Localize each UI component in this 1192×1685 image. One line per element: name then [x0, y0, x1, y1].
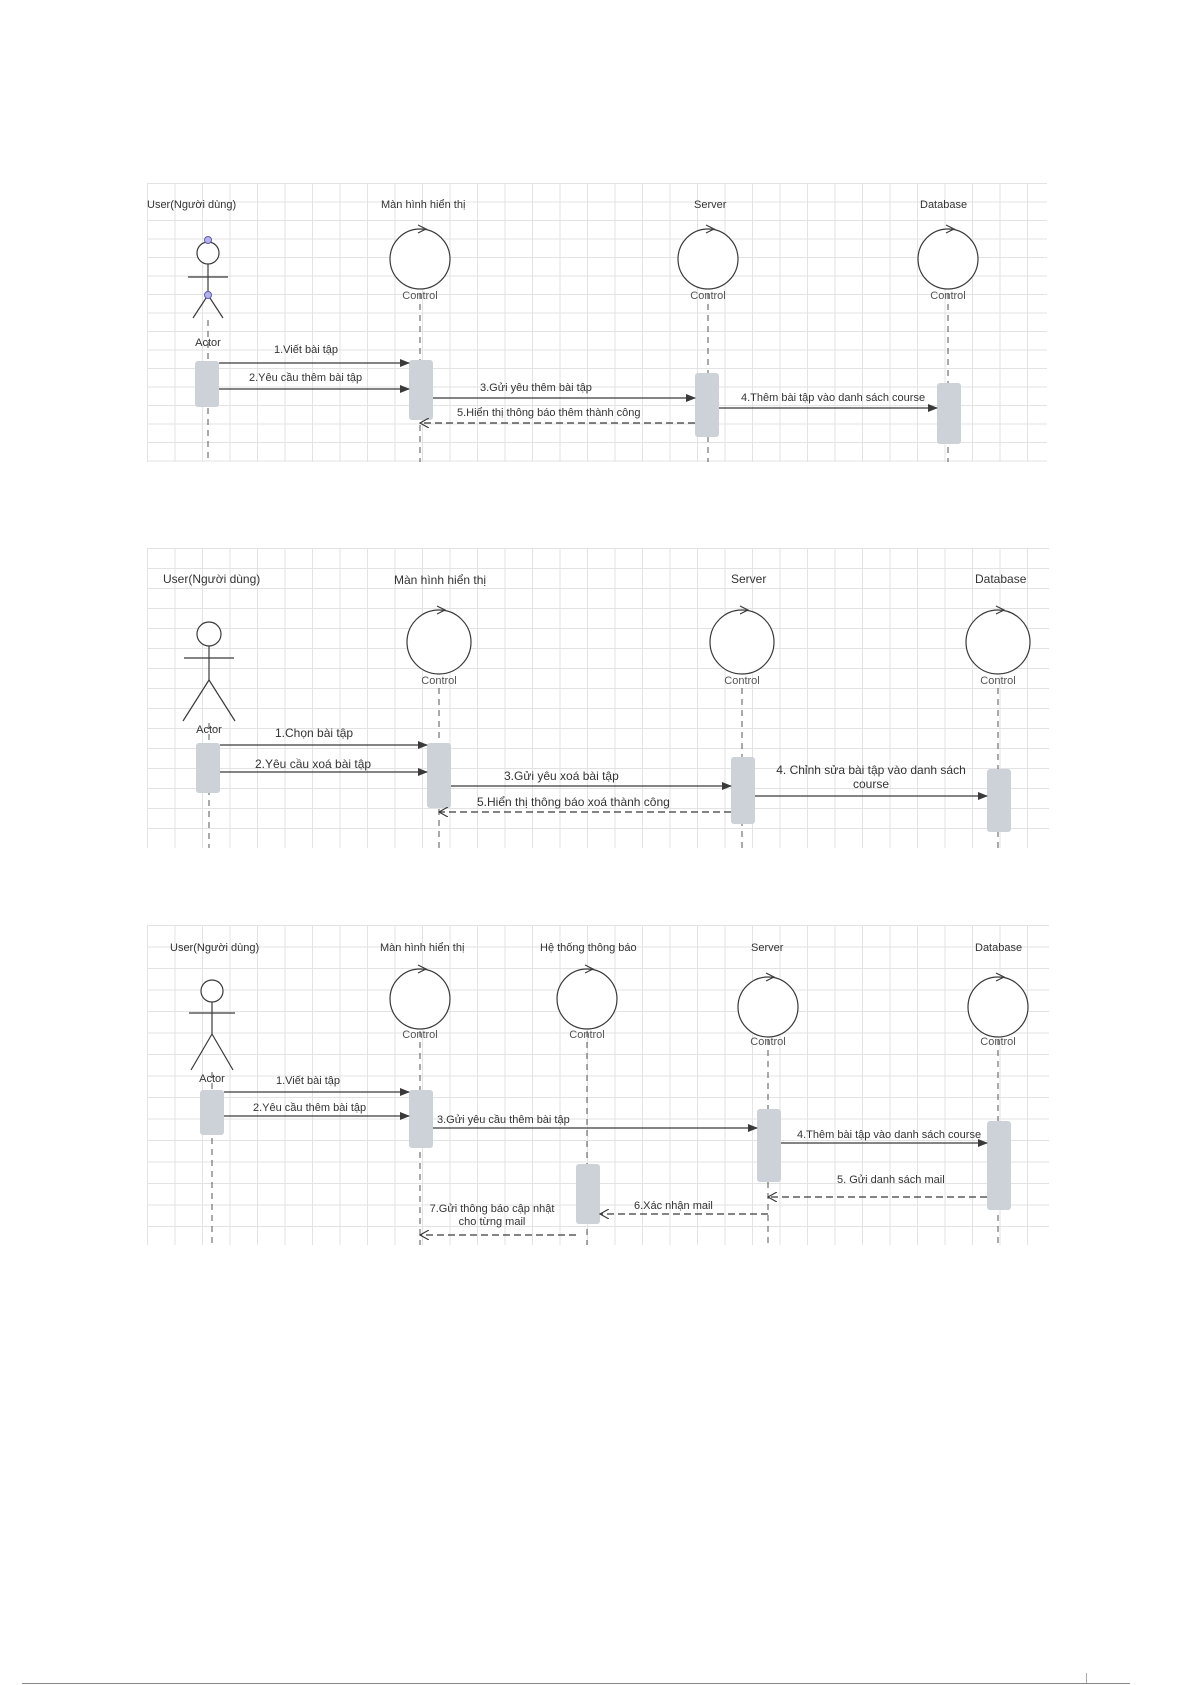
activation-bar — [409, 360, 433, 420]
control-label: Control — [980, 675, 1016, 687]
actor-label: Actor — [195, 337, 221, 349]
activation-bar — [937, 383, 961, 444]
participant-notify: Hệ thống thông báo — [540, 942, 637, 954]
activation-bar — [409, 1090, 433, 1148]
activation-bar — [576, 1164, 600, 1224]
control-icon — [390, 965, 450, 1029]
participant-server: Server — [731, 572, 767, 586]
participant-database: Database — [975, 942, 1023, 954]
message-6-label: 6.Xác nhận mail — [634, 1200, 713, 1212]
participant-screen: Màn hình hiển thị — [394, 573, 487, 587]
diagram-2-canvas — [147, 548, 1049, 848]
message-5-label: 5. Gửi danh sách mail — [837, 1174, 945, 1186]
participant-screen: Màn hình hiển thị — [381, 199, 466, 211]
control-label: Control — [402, 290, 438, 302]
message-1-label: 1.Viết bài tập — [276, 1075, 341, 1087]
activation-bar — [196, 743, 220, 793]
message-2-label: 2.Yêu cầu thêm bài tập — [249, 372, 363, 384]
participant-user: User(Người dùng) — [170, 942, 260, 954]
message-1-label: 1.Chọn bài tập — [275, 726, 354, 740]
page-footer-rule — [22, 1683, 1130, 1684]
control-icon — [918, 225, 978, 289]
message-4-label: 4.Thêm bài tập vào danh sách course — [797, 1129, 982, 1141]
message-4-label: 4. Chỉnh sửa bài tập vào danh sách — [776, 763, 966, 777]
control-icon — [968, 973, 1028, 1037]
message-4-label-cont: course — [852, 777, 890, 791]
message-5-label: 5.Hiển thị thông báo xoá thành công — [477, 795, 670, 809]
actor-figure — [183, 622, 235, 721]
control-label: Control — [724, 675, 760, 687]
actor-label: Actor — [199, 1073, 225, 1085]
sequence-diagram-add-exercise — [147, 183, 1047, 462]
message-2-label: 2.Yêu cầu thêm bài tập — [253, 1102, 367, 1114]
control-icon — [557, 965, 617, 1029]
control-label: Control — [690, 290, 726, 302]
activation-bar — [987, 769, 1011, 832]
diagram-1-canvas — [147, 183, 1047, 462]
selection-handle-icon — [205, 292, 212, 299]
control-icon — [738, 973, 798, 1037]
actor-figure — [189, 980, 235, 1070]
participant-server: Server — [751, 942, 784, 954]
activation-bar — [427, 743, 451, 808]
participant-database: Database — [975, 572, 1027, 586]
sequence-diagram-delete-exercise — [147, 548, 1049, 848]
message-7-label-cont: cho từng mail — [458, 1216, 526, 1228]
control-label: Control — [980, 1036, 1016, 1048]
control-label: Control — [930, 290, 966, 302]
diagram-3-canvas — [147, 925, 1049, 1245]
control-icon — [407, 606, 471, 674]
control-label: Control — [569, 1029, 605, 1041]
activation-bar — [987, 1121, 1011, 1210]
participant-user: User(Người dùng) — [163, 572, 261, 586]
sequence-diagram-notify-update — [147, 925, 1049, 1245]
message-1-label: 1.Viết bài tập — [274, 344, 339, 356]
message-3-label: 3.Gửi yêu thêm bài tập — [480, 382, 592, 394]
control-icon — [966, 606, 1030, 674]
actor-label: Actor — [196, 724, 222, 736]
control-label: Control — [750, 1036, 786, 1048]
page-footer-tick — [1086, 1673, 1087, 1683]
activation-bar — [200, 1090, 224, 1135]
control-icon — [710, 606, 774, 674]
control-label: Control — [421, 675, 457, 687]
participant-user: User(Người dùng) — [147, 199, 237, 211]
activation-bar — [695, 373, 719, 437]
control-icon — [390, 225, 450, 289]
participant-database: Database — [920, 199, 968, 211]
message-5-label: 5.Hiển thị thông báo thêm thành công — [457, 407, 641, 419]
activation-bar — [195, 361, 219, 407]
selection-handle-icon — [205, 237, 212, 244]
participant-server: Server — [694, 199, 727, 211]
activation-bar — [757, 1109, 781, 1182]
activation-bar — [731, 757, 755, 824]
message-4-label: 4.Thêm bài tập vào danh sách course — [741, 392, 926, 404]
participant-screen: Màn hình hiển thị — [380, 942, 465, 954]
actor-figure — [188, 242, 228, 318]
message-3-label: 3.Gửi yêu cầu thêm bài tập — [437, 1114, 570, 1126]
control-label: Control — [402, 1029, 438, 1041]
message-3-label: 3.Gửi yêu xoá bài tập — [504, 769, 619, 783]
control-icon — [678, 225, 738, 289]
message-7-label: 7.Gửi thông báo cập nhật — [429, 1203, 555, 1215]
message-2-label: 2.Yêu cầu xoá bài tập — [255, 757, 372, 771]
